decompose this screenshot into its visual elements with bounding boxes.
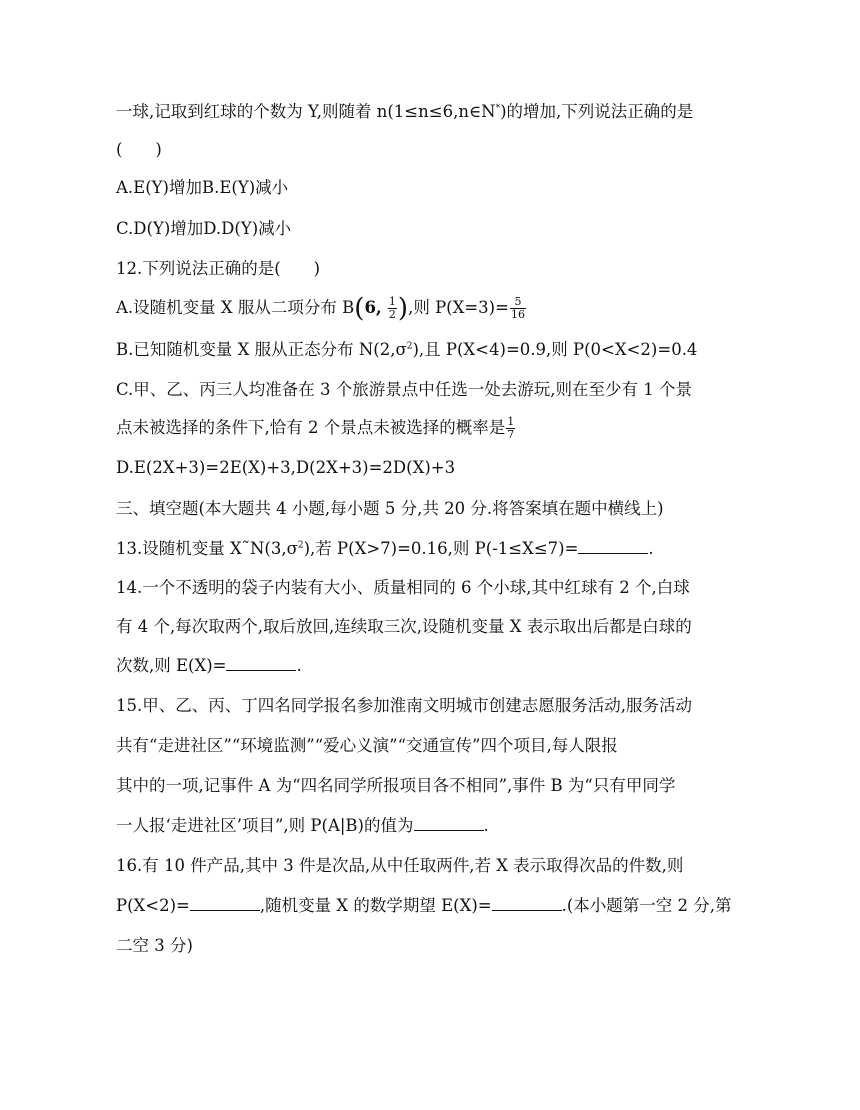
q13: [116, 537, 654, 561]
right-paren: ): [397, 293, 409, 324]
q16-text-c: .(本小题第一空 2 分,第: [561, 896, 732, 915]
answer-blank[interactable]: [414, 816, 484, 831]
q15-line2: 共有“走进社区”“环境监测”“爱心义演”“交通宣传”四个项目,每人限报: [116, 736, 618, 755]
fraction-numerator: 5: [510, 296, 526, 309]
q11-options-ab: A.E(Y)增加B.E(Y)减小: [116, 178, 289, 197]
q14-line3: [116, 654, 302, 678]
q12-b-text-a: B.已知随机变量 X 服从正态分布 N(2,σ: [116, 340, 407, 359]
q14-end: .: [296, 656, 302, 675]
answer-blank-1[interactable]: [190, 896, 260, 911]
q14-line2: 有 4 个,每次取两个,取后放回,连续取三次,设随机变量 X 表示取出后都是白球的: [116, 617, 692, 636]
q16-line3: 二空 3 分): [116, 936, 193, 955]
q16-text-a: P(X<2)=: [116, 896, 190, 915]
q11-superscript: *: [495, 103, 501, 114]
q12-stem: 12.下列说法正确的是( ): [116, 259, 321, 278]
fraction-denominator: 7: [507, 428, 515, 441]
q12-a-six: 6,: [364, 298, 382, 317]
q11-answer-parens: ( ): [116, 140, 162, 159]
answer-blank[interactable]: [226, 656, 296, 671]
fraction-numerator: 1: [388, 295, 396, 308]
q12-b-text-b: ),且 P(X<4)=0.9,则 P(0<X<2)=0.4: [412, 340, 698, 359]
q12-a-text: A.设随机变量 X 服从二项分布 B: [116, 298, 355, 317]
q16-line2: [116, 894, 732, 918]
q11-options-cd: C.D(Y)增加D.D(Y)减小: [116, 219, 292, 238]
answer-blank-2[interactable]: [492, 896, 562, 911]
q12-option-b: [116, 338, 697, 362]
q12-option-c-line1: C.甲、乙、丙三人均准备在 3 个旅游景点中任选一处去游玩,则在至少有 1 个景: [116, 380, 693, 399]
fraction-one-seventh: [506, 416, 515, 441]
q11-line1: [116, 100, 693, 124]
q15-line4: [116, 814, 489, 838]
q14-line1: 14.一个不透明的袋子内装有大小、质量相同的 6 个小球,其中红球有 2 个,白球: [116, 578, 690, 597]
q12-option-a: [116, 293, 527, 324]
q15-text: 一人报‘走进社区’项目”,则 P(A|B)的值为: [116, 816, 414, 835]
q13-end: .: [648, 539, 654, 558]
q11-text-a: 一球,记取到红球的个数为 Y,则随着 n(1≤n≤6,n∈N: [116, 102, 496, 121]
fraction-one-half: [388, 296, 397, 321]
q15-end: .: [483, 816, 489, 835]
fraction-denominator: 2: [388, 308, 396, 321]
q12-a-mid: ,则 P(X=3)=: [408, 298, 509, 317]
q15-line3: 其中的一项,记事件 A 为“四名同学所报项目各不相同”,事件 B 为“只有甲同学: [116, 776, 676, 795]
section-3-heading: 三、填空题(本大题共 4 小题,每小题 5 分,共 20 分.将答案填在题中横线上): [116, 499, 664, 518]
left-paren: (: [354, 293, 365, 324]
q13-text-b: ),若 P(X>7)=0.16,则 P(-1≤X≤7)=: [303, 539, 579, 558]
q13-superscript: 2: [297, 540, 304, 551]
q11-text-b: )的增加,下列说法正确的是: [500, 102, 694, 121]
q12-c-text: 点未被选择的条件下,恰有 2 个景点未被选择的概率是: [116, 418, 506, 437]
fraction-five-sixteenths: [510, 296, 526, 321]
answer-blank[interactable]: [578, 539, 648, 554]
q13-text-a: 13.设随机变量 X˜N(3,σ: [116, 539, 298, 558]
q16-text-b: ,随机变量 X 的数学期望 E(X)=: [259, 896, 492, 915]
q12-option-c-line2: [116, 416, 516, 441]
fraction-numerator: 1: [507, 415, 515, 428]
q15-line1: 15.甲、乙、丙、丁四名同学报名参加淮南文明城市创建志愿服务活动,服务活动: [116, 696, 692, 715]
q16-line1: 16.有 10 件产品,其中 3 件是次品,从中任取两件,若 X 表示取得次品的件数,则: [116, 856, 684, 875]
q12-b-superscript: 2: [406, 341, 413, 352]
q12-option-d: D.E(2X+3)=2E(X)+3,D(2X+3)=2D(X)+3: [116, 458, 456, 477]
fraction-denominator: 16: [510, 308, 525, 321]
q14-text: 次数,则 E(X)=: [116, 656, 227, 675]
